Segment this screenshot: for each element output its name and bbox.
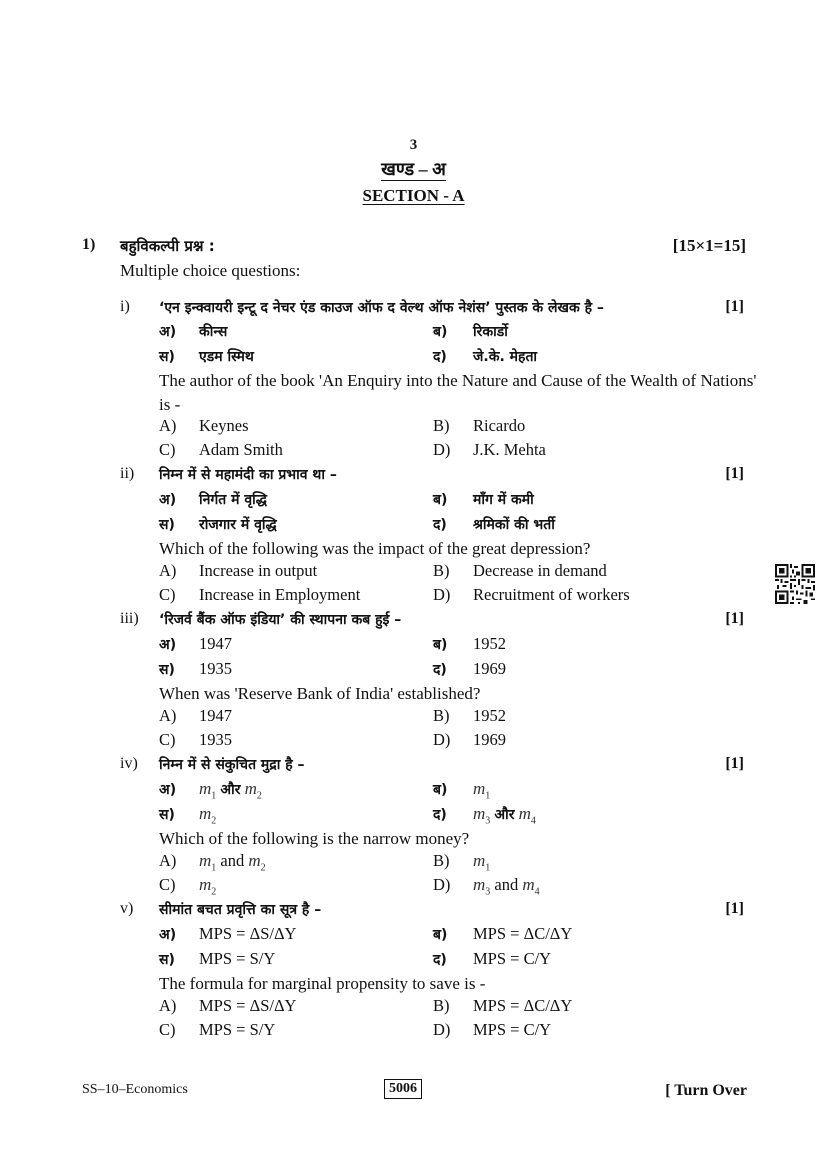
question-total-marks: [15×1=15] — [672, 236, 746, 255]
subquestion-marks: [1] — [725, 900, 744, 917]
option-b-english: B) Decrease in demand — [433, 561, 607, 580]
subquestion-number: iii) — [120, 610, 139, 627]
subquestion-number: iv) — [120, 755, 138, 772]
option-d-hindi: द) $m_3$ और $m_4$ — [433, 804, 536, 827]
option-a-english: A) $m_1$ and $m_2$ — [159, 851, 266, 874]
option-d-hindi: द) श्रमिकों की भर्ती — [433, 517, 555, 533]
option-c-english: C) MPS = S/Y — [159, 1020, 276, 1039]
option-d-hindi: द) MPS = C/Y — [433, 949, 552, 968]
option-c-english: C) Increase in Employment — [159, 585, 361, 604]
option-b-english: B) $m_1$ — [433, 851, 491, 874]
option-b-english: B) Ricardo — [433, 416, 526, 435]
footer-paper-code: 5006 — [384, 1079, 422, 1099]
question-title-english: Multiple choice questions: — [120, 261, 301, 280]
subquestion-text-hindi: ‘एन इन्क्वायरी इन्टू द नेचर एंड काउज ऑफ द वेल्थ ऑफ नेशंस’ पुस्तक के लेखक है – — [159, 300, 604, 316]
option-d-english: D) MPS = C/Y — [433, 1020, 552, 1039]
option-a-hindi: अ) 1947 — [159, 634, 232, 653]
question-title-hindi: बहुविकल्पी प्रश्न : — [120, 237, 215, 255]
option-b-hindi: ब) MPS = ΔC/ΔY — [433, 924, 573, 943]
option-c-hindi: स) MPS = S/Y — [159, 949, 276, 968]
option-c-english: C) Adam Smith — [159, 440, 283, 459]
option-c-hindi: स) एडम स्मिथ — [159, 349, 254, 365]
option-c-hindi: स) 1935 — [159, 659, 232, 678]
subquestion-text-hindi: सीमांत बचत प्रवृत्ति का सूत्र है – — [159, 902, 322, 918]
subquestion-marks: [1] — [725, 755, 744, 772]
option-a-english: A) 1947 — [159, 706, 232, 725]
subquestion-text-english: When was 'Reserve Bank of India' established? — [159, 684, 481, 703]
option-a-hindi: अ) कीन्स — [159, 324, 228, 340]
option-c-hindi: स) $m_2$ — [159, 804, 217, 827]
option-a-hindi: अ) $m_1$ और $m_2$ — [159, 779, 262, 802]
subquestion-marks: [1] — [725, 610, 744, 627]
subquestion-text-english: Which of the following is the narrow money? — [159, 829, 470, 848]
option-c-hindi: स) रोजगार में वृद्धि — [159, 517, 277, 533]
subquestion-text-english: The author of the book 'An Enquiry into the Nature and Cause of the Wealth of Nations' is - — [159, 371, 757, 414]
section-title-hindi: खण्ड – अ — [381, 159, 446, 179]
option-a-english: A) MPS = ΔS/ΔY — [159, 996, 297, 1015]
option-c-english: C) 1935 — [159, 730, 232, 749]
subquestion-text-english: Which of the following was the impact of the great depression? — [159, 539, 591, 558]
subquestion-text-english: The formula for marginal propensity to save is - — [159, 974, 486, 993]
option-d-english: D) 1969 — [433, 730, 506, 749]
footer-subject-code: SS–10–Economics — [82, 1082, 188, 1097]
question-number: 1) — [82, 236, 96, 253]
section-title-english: SECTION - A — [362, 186, 465, 205]
option-a-hindi: अ) निर्गत में वृद्धि — [159, 492, 267, 508]
subquestion-number: i) — [120, 298, 130, 315]
subquestion-marks: [1] — [725, 298, 744, 315]
option-d-english: D) J.K. Mehta — [433, 440, 546, 459]
option-d-hindi: द) 1969 — [433, 659, 506, 678]
option-d-hindi: द) जे.के. मेहता — [433, 349, 538, 365]
subquestion-text-hindi: ‘रिजर्व बैंक ऑफ इंडिया’ की स्थापना कब हुई – — [159, 612, 402, 628]
option-b-hindi: ब) 1952 — [433, 634, 506, 653]
option-d-english: D) $m_3$ and $m_4$ — [433, 875, 540, 898]
page-number: 3 — [409, 137, 418, 153]
option-c-english: C) $m_2$ — [159, 875, 217, 898]
subquestion-number: v) — [120, 900, 134, 917]
option-b-english: B) 1952 — [433, 706, 506, 725]
footer-turn-over: [ Turn Over — [665, 1082, 747, 1099]
option-b-english: B) MPS = ΔC/ΔY — [433, 996, 573, 1015]
option-a-english: A) Increase in output — [159, 561, 318, 580]
option-d-english: D) Recruitment of workers — [433, 585, 630, 604]
option-b-hindi: ब) माँग में कमी — [433, 492, 534, 508]
qr-code-icon — [775, 564, 815, 604]
option-b-hindi: ब) रिकार्डो — [433, 324, 508, 340]
subquestion-text-hindi: निम्न में से महामंदी का प्रभाव था – — [159, 467, 337, 483]
option-a-hindi: अ) MPS = ΔS/ΔY — [159, 924, 297, 943]
subquestion-marks: [1] — [725, 465, 744, 482]
subquestion-number: ii) — [120, 465, 135, 482]
option-b-hindi: ब) $m_1$ — [433, 779, 491, 802]
subquestion-text-hindi: निम्न में से संकुचित मुद्रा है – — [159, 757, 305, 773]
option-a-english: A) Keynes — [159, 416, 249, 435]
